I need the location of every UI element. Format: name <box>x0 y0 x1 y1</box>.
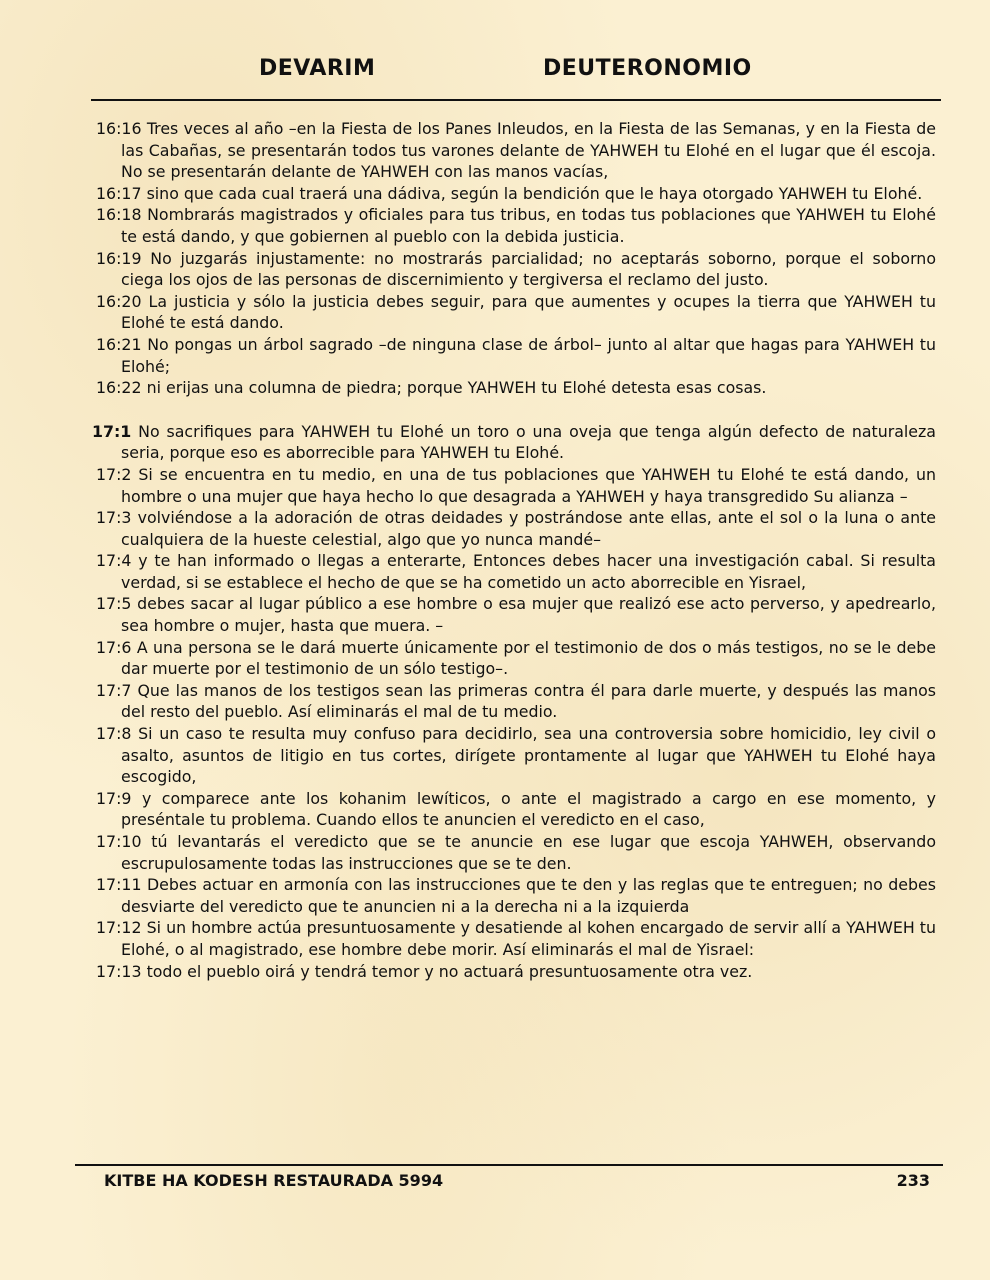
verse-ref: 16:16 <box>96 119 142 138</box>
verse-ref: 16:21 <box>96 334 142 354</box>
footer-book-title: KITBE HA KODESH RESTAURADA 5994 <box>104 1171 444 1190</box>
verse-text: Tres veces al año –en la Fiesta de los Panes Inleudos, en la Fiesta de las Semanas, y en la Fiesta de las Cabañas, se presentarán todos tus varones delante de YAHWEH tu Elohé en el lugar que él escoja. No se presentarán delante de YAHWEH con las manos vacías, <box>121 119 936 182</box>
verse-text: Si un caso te resulta muy confuso para decidirlo, sea una controversia sobre homicidio, ley civil o asalto, asuntos de litigio en tus cortes, dirígete prontamente al lugar que YAHWEH tu Elohé haya escogido, <box>121 724 936 787</box>
verse-text: volviéndose a la adoración de otras deidades y postrándose ante ellas, ante el sol o la luna o ante cualquiera de la hueste celestial, algo que yo nunca mandé– <box>121 508 936 549</box>
verse-ref: 17:10 <box>96 832 142 851</box>
verse-text: A una persona se le dará muerte únicamente por el testimonio de dos o más testigos, no se le debe dar muerte por el testimonio de un sólo testigo–. <box>121 637 936 679</box>
page-header <box>0 56 990 92</box>
verse-ref: 17:7 <box>96 680 132 700</box>
verse-ref: 17:5 <box>96 594 132 614</box>
verse-text: sino que cada cual traerá una dádiva, según la bendición que le haya otorgado YAHWEH tu Elohé. <box>146 183 923 203</box>
chapter-start-ref: 17:1 <box>92 421 132 441</box>
verse-text: Si se encuentra en tu medio, en una de tus poblaciones que YAHWEH tu Elohé te está dando, un hombre o una mujer que haya hecho lo que desagrada a YAHWEH y haya transgredido Su alianza – <box>121 464 936 506</box>
verse-ref: 16:17 <box>96 183 142 203</box>
verse-text: Que las manos de los testigos sean las primeras contra él para darle muerte, y después las manos del resto del pueblo. Así eliminarás el mal de tu medio. <box>121 680 936 722</box>
verse-ref: 16:20 <box>96 291 142 311</box>
verse-text: y comparece ante los kohanim lewíticos, o ante el magistrado a cargo en ese momento, y preséntale tu problema. Cuando ellos te anuncien el veredicto en el caso, <box>121 788 936 830</box>
scripture-text <box>92 118 936 982</box>
verse-16-18 <box>96 204 936 247</box>
verse-text: No sacrifiques para YAHWEH tu Elohé un toro o una oveja que tenga algún defecto de naturaleza seria, porque eso es aborrecible para YAHWEH tu Elohé. <box>121 421 936 463</box>
verse-ref: 17:11 <box>96 875 142 895</box>
verse-text: La justicia y sólo la justicia debes seguir, para que aumentes y ocupes la tierra que YAHWEH tu Elohé te está dando. <box>121 291 936 333</box>
verse-ref: 17:4 <box>96 551 132 571</box>
verse-ref: 16:18 <box>96 205 142 225</box>
verse-17-3 <box>96 507 936 550</box>
verse-ref: 17:2 <box>96 464 132 484</box>
verse-ref: 16:19 <box>96 248 142 268</box>
verse-text: ni erijas una columna de piedra; porque YAHWEH tu Elohé detesta esas cosas. <box>146 378 767 398</box>
verse-text: tú levantarás el veredicto que se te anuncie en ese lugar que escoja YAHWEH, observando escrupulosamente todas las instrucciones que se te den. <box>121 832 936 873</box>
verse-16-19 <box>96 248 936 291</box>
verse-17-4 <box>96 550 936 593</box>
book-title-hebrew: DEVARIM <box>259 56 376 81</box>
verse-text: Nombrarás magistrados y oficiales para tus tribus, en todas tus poblaciones que YAHWEH tu Elohé te está dando, y que gobiernen al pueblo con la debida justicia. <box>121 205 936 246</box>
verse-17-13 <box>96 961 936 983</box>
verse-ref: 17:6 <box>96 637 132 657</box>
verse-text: No juzgarás injustamente: no mostrarás parcialidad; no aceptarás soborno, porque el soborno ciega los ojos de las personas de discernimiento y tergiversa el reclamo del justo. <box>121 248 936 290</box>
verse-ref: 17:3 <box>96 508 132 528</box>
verse-text: debes sacar al lugar público a ese hombre o esa mujer que realizó ese acto perverso, y apedrearlo, sea hombre o mujer, hasta que muera. – <box>121 594 936 636</box>
verse-text: todo el pueblo oirá y tendrá temor y no actuará presuntuosamente otra vez. <box>146 961 753 981</box>
verse-text: Si un hombre actúa presuntuosamente y desatiende al kohen encargado de servir allí a YAHWEH tu Elohé, o al magistrado, ese hombre debe morir. Así eliminarás el mal de Yisrael: <box>121 918 936 959</box>
verse-16-22 <box>96 377 936 399</box>
verse-text: No pongas un árbol sagrado –de ninguna clase de árbol– junto al altar que hagas para YAHWEH tu Elohé; <box>121 334 936 376</box>
verse-17-10 <box>96 831 936 874</box>
verse-16-16 <box>96 118 936 183</box>
verse-17-1 <box>92 421 936 464</box>
book-title-spanish: DEUTERONOMIO <box>543 56 752 81</box>
verse-17-9 <box>96 788 936 831</box>
verse-17-6 <box>96 637 936 680</box>
verse-ref: 17:9 <box>96 788 132 808</box>
verse-16-17 <box>96 183 936 205</box>
footer-divider <box>75 1164 943 1166</box>
verse-17-2 <box>96 464 936 507</box>
verse-text: Debes actuar en armonía con las instrucciones que te den y las reglas que te entreguen; no debes desviarte del veredicto que te anuncien ni a la derecha ni a la izquierda <box>121 875 936 916</box>
verse-16-20 <box>96 291 936 334</box>
verse-ref: 17:8 <box>96 724 132 744</box>
verse-text: y te han informado o llegas a enterarte, Entonces debes hacer una investigación cabal. Si resulta verdad, si se establece el hecho de que se ha cometido un acto aborrecible en Yisrael, <box>121 551 936 592</box>
verse-16-21 <box>96 334 936 377</box>
verse-ref: 17:12 <box>96 918 142 938</box>
verse-17-11 <box>96 874 936 917</box>
verse-17-12 <box>96 917 936 960</box>
header-divider <box>91 99 941 101</box>
verse-ref: 16:22 <box>96 378 142 398</box>
verse-17-5 <box>96 593 936 636</box>
verse-17-8 <box>96 723 936 788</box>
verse-17-7 <box>96 680 936 723</box>
verse-ref: 17:13 <box>96 961 142 981</box>
page-number: 233 <box>896 1171 930 1190</box>
